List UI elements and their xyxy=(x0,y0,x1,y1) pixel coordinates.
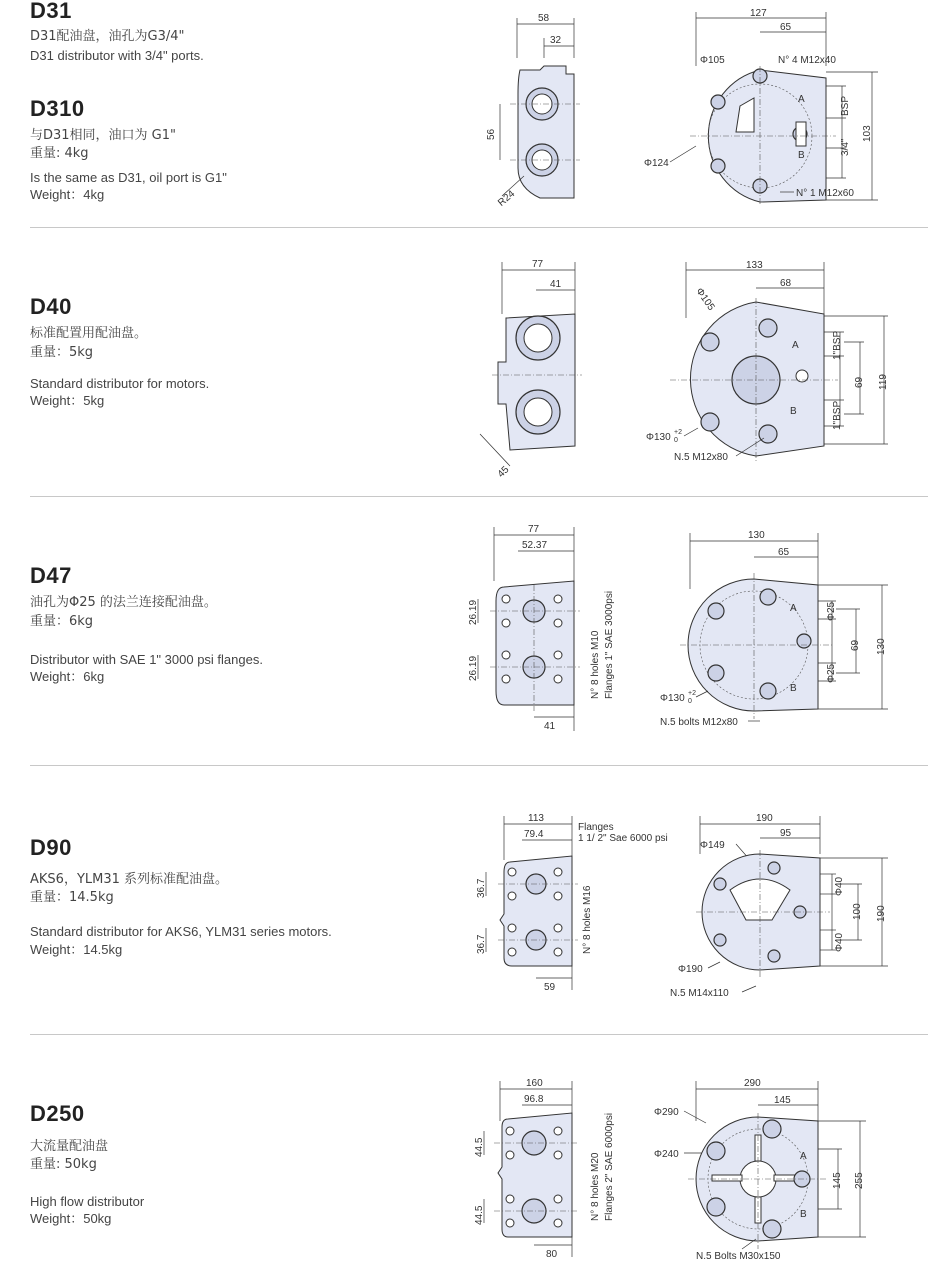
description-zh: 与D31相同，油口为 G1" xyxy=(30,128,177,143)
dim-label: Φ105 xyxy=(700,55,725,66)
description-zh: 油孔为Φ25 的法兰连接配油盘。 xyxy=(30,595,217,610)
dim-label: 26.19 xyxy=(468,655,479,681)
dim-label: Φ130 xyxy=(646,432,671,443)
front-view-drawing xyxy=(640,523,900,743)
dim-label: 1"BSP xyxy=(832,400,843,430)
dim-label: 290 xyxy=(744,1078,761,1089)
weight-zh: 重量：6kg xyxy=(30,614,94,629)
description-zh: 标准配置用配油盘。 xyxy=(30,326,148,341)
dim-label: Φ190 xyxy=(678,964,703,975)
weight-en: Weight：14.5kg xyxy=(30,942,123,957)
dim-label: Φ290 xyxy=(654,1107,679,1118)
port-label: B xyxy=(798,150,805,161)
side-view-drawing xyxy=(460,1077,630,1262)
dim-label: 79.4 xyxy=(524,829,544,840)
dim-label: 255 xyxy=(854,1172,865,1189)
description-en: Standard distributor for AKS6, YLM31 series motors. xyxy=(30,924,332,939)
weight-zh: 重量: 4kg xyxy=(30,146,89,161)
dim-label: 133 xyxy=(746,260,763,271)
dim-label: 190 xyxy=(756,813,773,824)
weight-en: Weight：6kg xyxy=(30,669,105,684)
dim-label: Φ240 xyxy=(654,1149,679,1160)
dim-label: Φ124 xyxy=(644,158,669,169)
tolerance-lower: 0 xyxy=(688,698,692,705)
dim-label: 160 xyxy=(526,1078,543,1089)
dim-label: N.5 M14x110 xyxy=(670,988,729,999)
dim-label: 145 xyxy=(832,1172,843,1189)
tolerance-lower: 0 xyxy=(674,437,678,444)
dim-label: 77 xyxy=(532,259,544,270)
dim-label: 190 xyxy=(876,905,887,922)
note-label: Flanges 1" SAE 3000psi xyxy=(604,590,615,699)
side-view-drawing xyxy=(460,521,620,741)
description-en: Distributor with SAE 1" 3000 psi flanges. xyxy=(30,652,263,667)
front-view-drawing xyxy=(652,1077,902,1262)
port-label: A xyxy=(792,340,799,351)
weight-en: Weight：50kg xyxy=(30,1211,112,1226)
dim-label: Φ25 xyxy=(826,663,837,683)
note-label: N° 8 holes M16 xyxy=(582,885,593,954)
dim-label: 32 xyxy=(550,35,562,46)
product-code: D40 xyxy=(30,294,72,319)
dim-label: BSP xyxy=(840,95,851,116)
dim-label: 130 xyxy=(876,638,887,655)
dim-label: Φ40 xyxy=(834,876,845,896)
description-zh: 大流量配油盘 xyxy=(30,1139,109,1154)
dim-label: 77 xyxy=(528,524,540,535)
dim-label: N° 4 M12x40 xyxy=(778,55,836,66)
weight-en: Weight：5kg xyxy=(30,393,105,408)
note-label: Flanges 2" SAE 6000psi xyxy=(604,1112,615,1221)
side-view-drawing xyxy=(470,254,600,481)
dim-label: 56 xyxy=(486,128,497,140)
description-zh: AKS6，YLM31 系列标准配油盘。 xyxy=(30,872,229,887)
dim-label: N.5 M12x80 xyxy=(674,452,728,463)
dim-label: 26.19 xyxy=(468,599,479,625)
dim-label: Φ105 xyxy=(693,286,717,313)
dim-label: Φ149 xyxy=(700,840,725,851)
port-label: B xyxy=(790,683,797,694)
description-en: D31 distributor with 3/4" ports. xyxy=(30,48,204,63)
section-d31 xyxy=(0,0,928,227)
dim-label: Φ25 xyxy=(826,601,837,621)
dim-label: 65 xyxy=(778,547,790,558)
front-view-drawing xyxy=(660,810,900,1010)
dim-label: 44.5 xyxy=(474,1205,485,1225)
dim-label: 45 xyxy=(495,464,512,481)
section-d90 xyxy=(0,766,928,1034)
description-zh: D31配油盘，油孔为G3/4" xyxy=(30,29,185,44)
dim-label: 65 xyxy=(780,22,792,33)
port-label: B xyxy=(800,1209,807,1220)
product-code: D250 xyxy=(30,1101,85,1126)
dim-label: 145 xyxy=(774,1095,791,1106)
dim-label: 113 xyxy=(528,813,544,824)
tolerance-upper: +2 xyxy=(688,690,696,697)
dim-label: 127 xyxy=(750,8,767,19)
dim-label: 36.7 xyxy=(476,878,487,898)
dim-label: Φ40 xyxy=(834,932,845,952)
note-label: 1 1/ 2" Sae 6000 psi xyxy=(578,833,668,844)
tolerance-upper: +2 xyxy=(674,429,682,436)
dim-label: 3/4" xyxy=(840,138,851,156)
description-en: High flow distributor xyxy=(30,1194,145,1209)
dim-label: 95 xyxy=(780,828,792,839)
weight-en: Weight：4kg xyxy=(30,187,105,202)
product-code: D90 xyxy=(30,835,72,860)
dim-label: 100 xyxy=(852,903,863,920)
front-view-drawing xyxy=(640,258,900,478)
port-label: A xyxy=(800,1151,807,1162)
description-en: Is the same as D31, oil port is G1" xyxy=(30,170,227,185)
dim-label: 69 xyxy=(850,639,861,651)
side-view-drawing xyxy=(460,810,690,1000)
weight-zh: 重量：14.5kg xyxy=(30,890,114,905)
dim-label: R24 xyxy=(496,188,518,209)
product-code: D47 xyxy=(30,563,72,588)
dim-label: N.5 Bolts M30x150 xyxy=(696,1251,781,1262)
section-d40 xyxy=(0,228,928,496)
note-label: N° 8 holes M10 xyxy=(590,630,601,699)
dim-label: Φ130 xyxy=(660,693,685,704)
dim-label: 96.8 xyxy=(524,1094,544,1105)
dim-label: 68 xyxy=(780,278,792,289)
dim-label: 41 xyxy=(550,279,562,290)
dim-label: 52.37 xyxy=(522,540,548,551)
dim-label: 69 xyxy=(854,376,865,388)
port-label: A xyxy=(798,94,805,105)
dim-label: 119 xyxy=(878,374,889,390)
port-label: B xyxy=(790,406,797,417)
weight-zh: 重量：5kg xyxy=(30,345,94,360)
dim-label: 36.7 xyxy=(476,934,487,954)
dim-label: 130 xyxy=(748,530,765,541)
dim-label: 41 xyxy=(544,721,556,732)
front-view-drawing xyxy=(630,6,890,216)
side-view-drawing xyxy=(480,8,600,208)
dim-label: N° 1 M12x60 xyxy=(796,188,854,199)
dim-label: 80 xyxy=(546,1249,558,1260)
dim-label: 103 xyxy=(862,125,873,142)
note-label: N° 8 holes M20 xyxy=(590,1152,601,1221)
description-en: Standard distributor for motors. xyxy=(30,376,210,391)
dim-label: 44.5 xyxy=(474,1137,485,1157)
dim-label: N.5 bolts M12x80 xyxy=(660,717,738,728)
note-label: Flanges xyxy=(578,822,614,833)
section-d47 xyxy=(0,497,928,765)
dim-label: 59 xyxy=(544,982,556,993)
dim-label: 1"BSP xyxy=(832,330,843,360)
dim-label: 58 xyxy=(538,13,550,24)
product-code: D31 xyxy=(30,0,72,23)
port-label: A xyxy=(790,603,797,614)
section-d250 xyxy=(0,1035,928,1265)
weight-zh: 重量: 50kg xyxy=(30,1157,97,1172)
product-code: D310 xyxy=(30,96,85,121)
